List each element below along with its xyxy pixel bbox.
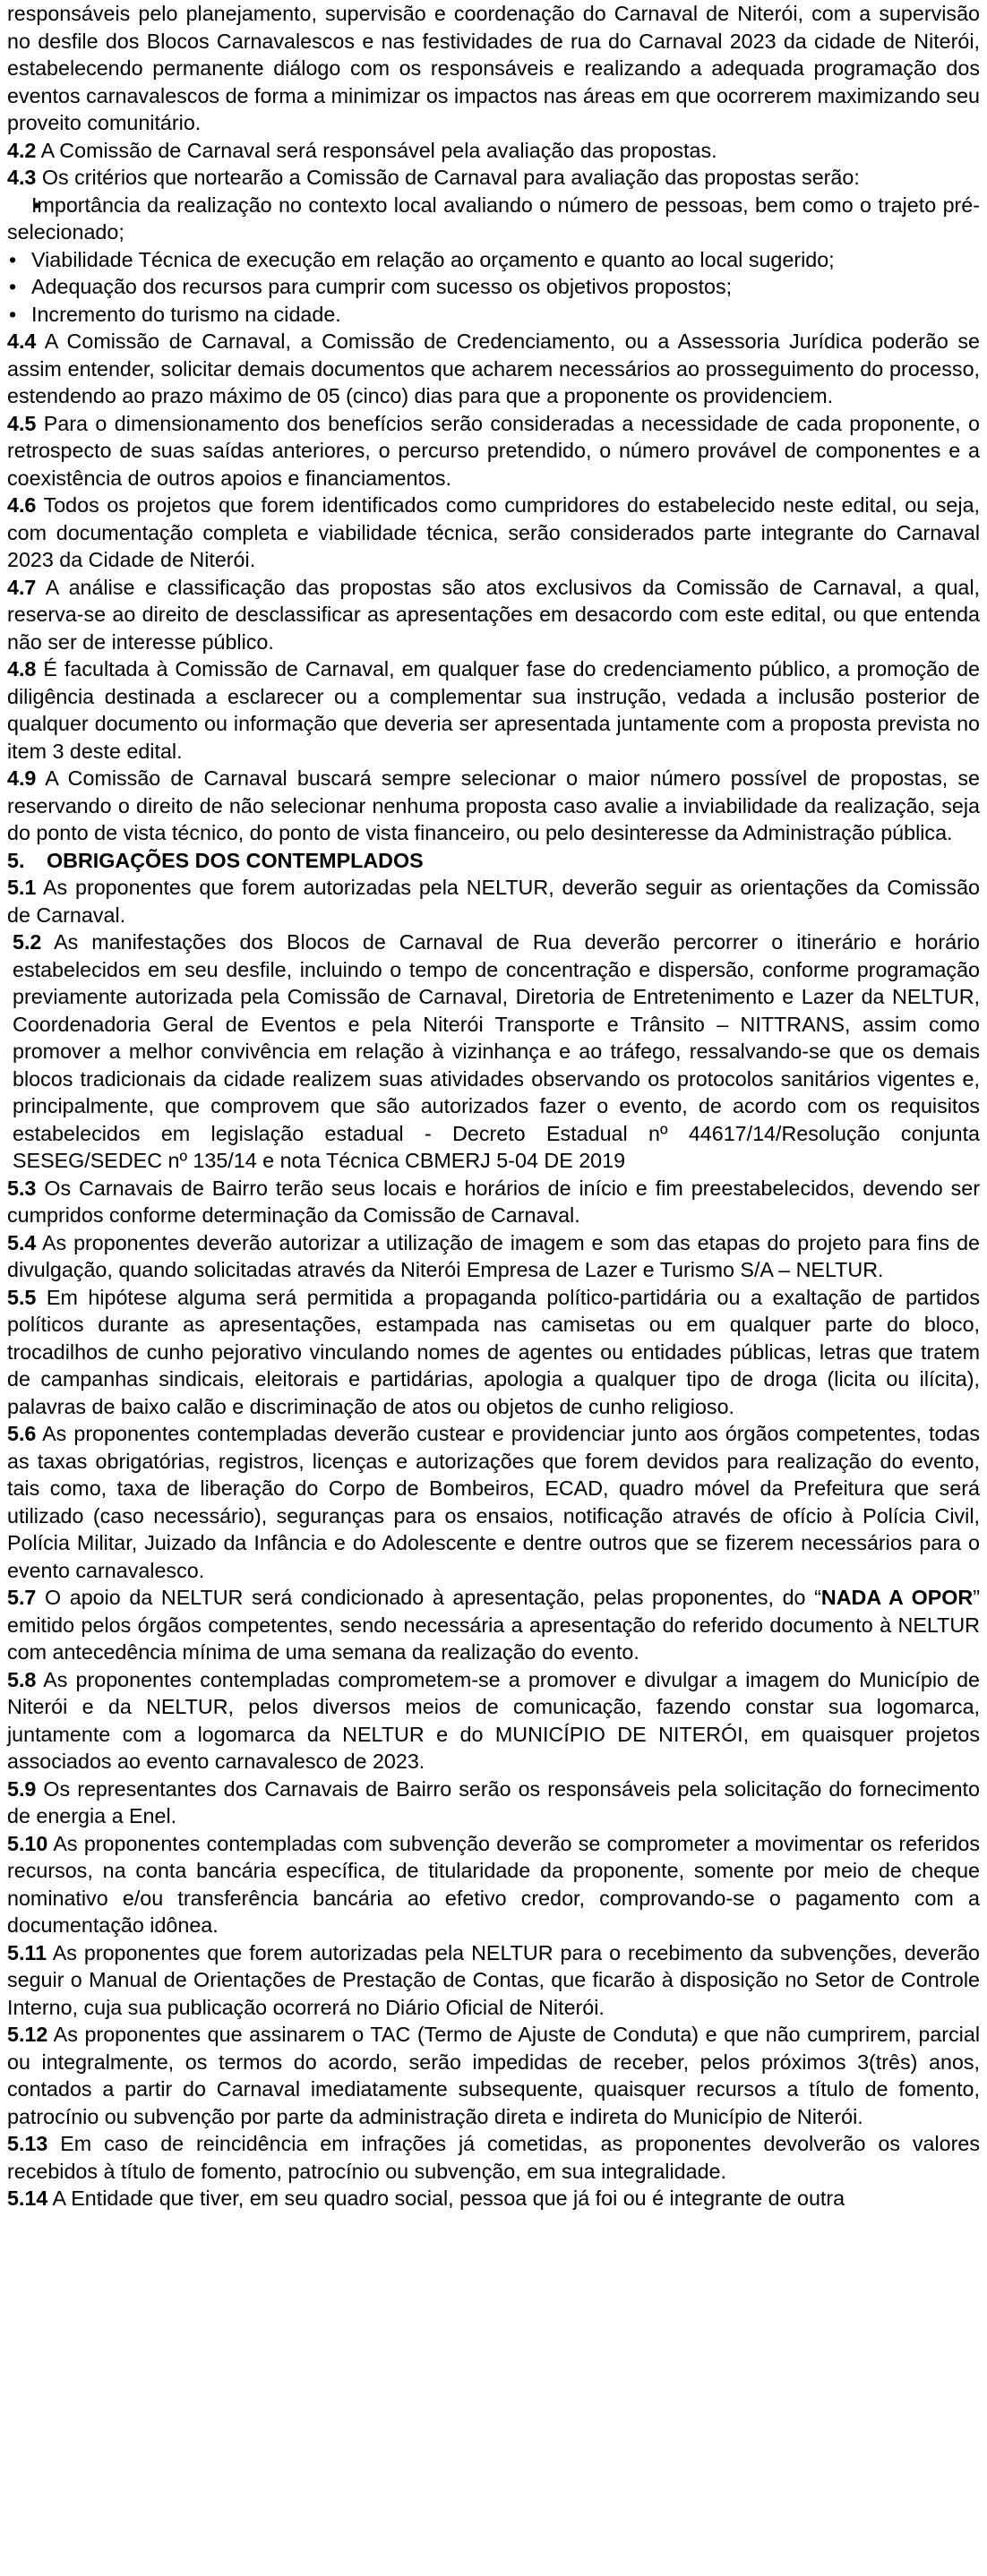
- section-number: 5.: [7, 848, 25, 872]
- clause-text: As proponentes deverão autorizar a utilização de imagem e som das etapas do projeto para fins de divulgação, quando solicitadas através da Niterói Empresa de Lazer e Turismo S/A – NELTUR.: [7, 1230, 980, 1281]
- intro-paragraph: [7, 0, 980, 137]
- clause-5-14: [7, 2185, 980, 2212]
- clause-text: A Comissão de Carnaval, a Comissão de Credenciamento, ou a Assessoria Jurídica poderão se assim entender, solicitar demais documentos que acharem necessários ao prosseguimento do processo, estendendo ao prazo máximo de 05 (cinco) dias para que a proponente os providenciem.: [7, 329, 980, 407]
- clause-5-4: [7, 1229, 980, 1284]
- clause-5-2: [7, 929, 980, 1175]
- clause-text: A Entidade que tiver, em seu quadro social, pessoa que já foi ou é integrante de outra: [47, 2187, 845, 2210]
- clause-4-2: [7, 137, 980, 165]
- clause-4-9: [7, 765, 980, 847]
- clause-number: 5.8: [7, 1667, 37, 1691]
- criteria-list: [7, 192, 980, 329]
- clause-number: 4.4: [7, 329, 37, 353]
- clause-number: 4.5: [7, 411, 37, 435]
- clause-text: Os Carnavais de Bairro terão seus locais e horários de início e fim preestabelecidos, devendo ser cumpridos conforme determinação da Comissão de Carnaval.: [7, 1176, 980, 1227]
- clause-5-8: [7, 1666, 980, 1776]
- clause-number: 5.3: [7, 1176, 37, 1200]
- clause-4-4: [7, 328, 980, 410]
- clause-text: Em hipótese alguma será permitida a propaganda político-partidária ou a exaltação de partidos políticos durante as apresentações, estampada nas camisetas ou em qualquer parte do bloco, trocadilhos de cunho pejorativo vinculando nomes de agentes ou entidades públicas, letras que tratem de campanhas sindicais, eleitorais e partidárias, apologia a qualquer tipo de droga (licita ou ilícita), palavras de baixo calão e discriminação de atos ou objetos de cunho religioso.: [7, 1285, 980, 1418]
- clause-text: Em caso de reincidência em infrações já cometidas, as proponentes devolverão os valores recebidos à título de fomento, patrocínio ou subvenção, em sua integralidade.: [7, 2132, 980, 2183]
- criteria-item: • Incremento do turismo na cidade.: [7, 301, 980, 329]
- clause-number: 5.2: [13, 930, 42, 954]
- clause-4-8: [7, 655, 980, 765]
- clause-text: A análise e classificação das propostas são atos exclusivos da Comissão de Carnaval, a qual, reserva-se ao direito de desclassificar as apresentações em desacordo com este edital, ou que entenda não ser de interesse público.: [7, 575, 980, 654]
- criteria-item: • Viabilidade Técnica de execução em relação ao orçamento e quanto ao local sugerido;: [7, 246, 980, 274]
- clause-number: 4.2: [7, 138, 37, 162]
- clause-text: Para o dimensionamento dos benefícios serão consideradas a necessidade de cada proponente, o retrospecto de suas saídas anteriores, o percurso pretendido, o número provável de componentes e a coexistência de outros apoios e financiamentos.: [7, 411, 980, 490]
- clause-number: 5.14: [7, 2187, 48, 2210]
- clause-text: A Comissão de Carnaval buscará sempre selecionar o maior número possível de propostas, se reservando o direito de não selecionar nenhuma proposta caso avalie a inviabilidade da realização, seja do ponto de vista técnico, do ponto de vista financeiro, ou pelo desinteresse da Administração pública.: [7, 766, 980, 844]
- clause-4-5: [7, 410, 980, 492]
- clause-number: 5.1: [7, 876, 37, 899]
- clause-5-5: [7, 1284, 980, 1421]
- clause-number: 5.10: [7, 1831, 48, 1855]
- clause-5-6: [7, 1420, 980, 1584]
- clause-text: As proponentes contempladas deverão custear e providenciar junto aos órgãos competentes, todas as taxas obrigatórias, registros, licenças e autorizações que forem devidos para realização do evento, tais como, taxa de liberação do Corpo de Bombeiros, ECAD, quadro móvel da Prefeitura que será utilizado (caso necessário), seguranças para os ensaios, notificação através de ofício à Polícia Civil, Polícia Militar, Juizado da Infância e do Adolescente e dentre outros que se fizerem necessários para o evento carnavalesco.: [7, 1422, 980, 1582]
- clause-5-12: [7, 2021, 980, 2130]
- clause-5-1: [7, 874, 980, 929]
- clause-number: 5.4: [7, 1230, 37, 1254]
- clause-4-7: [7, 574, 980, 656]
- clause-number: 5.11: [7, 1940, 47, 1964]
- clause-4-3: [7, 164, 980, 192]
- clause-number: 4.8: [7, 657, 37, 680]
- clause-number: 5.6: [7, 1422, 37, 1445]
- section-5-heading: [7, 847, 980, 875]
- clause-text: As proponentes contempladas com subvenção deverão se comprometer a movimentar os referidos recursos, na conta bancária específica, de titularidade da proponente, somente por meio de cheque nominativo e/ou transferência bancária ao efetivo credor, comprovando-se o pagamento com a documentação idônea.: [7, 1831, 980, 1937]
- clause-5-10: [7, 1830, 980, 1939]
- nada-a-opor-term: NADA A OPOR: [820, 1586, 974, 1609]
- criteria-item: • Importância da realização no contexto local avaliando o número de pessoas, bem como o trajeto pré-selecionado;: [7, 192, 980, 246]
- clause-number: 5.7: [7, 1586, 37, 1609]
- section-title: OBRIGAÇÕES DOS CONTEMPLADOS: [47, 848, 424, 872]
- clause-number: 5.5: [7, 1285, 37, 1309]
- criteria-item: • Adequação dos recursos para cumprir com sucesso os objetivos propostos;: [7, 273, 980, 301]
- clause-number: 5.12: [7, 2023, 48, 2046]
- clause-text: O apoio da NELTUR será condicionado à apresentação, pelas proponentes, do “: [36, 1586, 821, 1609]
- clause-text: As manifestações dos Blocos de Carnaval de Rua deverão percorrer o itinerário e horário estabelecidos em seu desfile, incluindo o tempo de concentração e dispersão, conforme programação previamente autorizada pela Comissão de Carnaval, Diretoria de Entretenimento e Lazer da NELTUR, Coordenadoria Geral de Eventos e pela Niterói Transporte e Trânsito – NITTRANS, assim como promover a melhor convivência em relação à vizinhança e ao tráfego, ressalvando-se que os demais blocos tradicionais da cidade realizem suas atividades observando os protocolos sanitários vigentes e, principalmente, que comprovem que são autorizados fazer o evento, de acordo com os requisitos estabelecidos em legislação estadual - Decreto Estadual nº 44617/14/Resolução conjunta SESEG/SEDEC nº 135/14 e nota Técnica CBMERJ 5-04 DE 2019: [13, 930, 980, 1172]
- clause-4-6: [7, 492, 980, 574]
- clause-number: 5.13: [7, 2132, 48, 2155]
- clause-text: É facultada à Comissão de Carnaval, em qualquer fase do credenciamento público, a promoção de diligência destinada a esclarecer ou a complementar sua instrução, vedada a inclusão posterior de qualquer documento ou informação que deveria ser apresentada juntamente com a proposta prevista no item 3 deste edital.: [7, 657, 980, 763]
- clause-text: Os representantes dos Carnavais de Bairro serão os responsáveis pela solicitação do fornecimento de energia a Enel.: [7, 1776, 980, 1827]
- clause-5-9: [7, 1776, 980, 1830]
- clause-text: As proponentes que forem autorizadas pela NELTUR, deverão seguir as orientações da Comissão de Carnaval.: [7, 876, 980, 927]
- clause-text: As proponentes que forem autorizadas pela NELTUR para o recebimento da subvenções, deverão seguir o Manual de Orientações de Prestação de Contas, que ficarão à disposição no Setor de Controle Interno, cuja sua publicação ocorrerá no Diário Oficial de Niterói.: [7, 1940, 980, 2019]
- clause-number: 4.7: [7, 575, 37, 599]
- clause-text: As proponentes contempladas comprometem-se a promover e divulgar a imagem do Município de Niterói e da NELTUR, pelos diversos meios de comunicação, fazendo constar sua logomarca, juntamente com a logomarca da NELTUR e do MUNICÍPIO DE NITERÓI, em quaisquer projetos associados ao evento carnavalesco de 2023.: [7, 1667, 980, 1773]
- clause-number: 4.9: [7, 766, 37, 790]
- intro-text: responsáveis pelo planejamento, supervisão e coordenação do Carnaval de Niterói, com a supervisão no desfile dos Blocos Carnavalescos e nas festividades de rua do Carnaval 2023 da cidade de Niterói, estabelecendo permanente diálogo com os responsáveis e realizando a adequada programação dos eventos carnavalescos de forma a minimizar os impactos nas áreas em que ocorrerem maximizando seu proveito comunitário.: [7, 2, 980, 134]
- clause-number: 4.6: [7, 493, 37, 517]
- clause-text: Os critérios que nortearão a Comissão de Carnaval para avaliação das propostas serão:: [36, 166, 860, 189]
- clause-5-13: [7, 2130, 980, 2185]
- clause-5-3: [7, 1175, 980, 1229]
- clause-number: 5.9: [7, 1776, 37, 1801]
- clause-number: 4.3: [7, 166, 37, 189]
- clause-text: As proponentes que assinarem o TAC (Termo de Ajuste de Conduta) e que não cumprirem, parcial ou integralmente, os termos do acordo, serão impedidas de receber, pelos próximos 3(três) anos, contados a partir do Carnaval imediatamente subsequente, quaisquer recursos a título de fomento, patrocínio ou subvenção por parte da administração direta e indireta do Município de Niterói.: [7, 2023, 980, 2128]
- clause-5-7: [7, 1584, 980, 1666]
- clause-5-11: [7, 1939, 980, 2022]
- clause-text-continued: ” emitido pelos órgãos competentes, sendo necessária a apresentação do referido documento à NELTUR com antecedência mínima de uma semana da realização do evento.: [7, 1586, 981, 1664]
- clause-text: Todos os projetos que forem identificados como cumpridores do estabelecido neste edital, ou seja, com documentação completa e viabilidade técnica, serão considerados parte integrante do Carnaval 2023 da Cidade de Niterói.: [7, 493, 980, 571]
- clause-text: A Comissão de Carnaval será responsável pela avaliação das propostas.: [36, 138, 717, 162]
